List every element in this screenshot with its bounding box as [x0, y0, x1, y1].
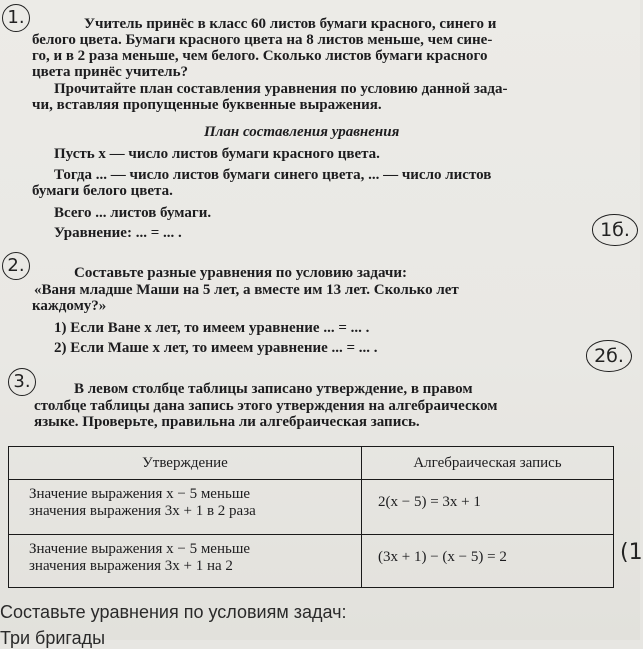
statement-line: значения выражения 3x + 1 в 2 раза	[29, 503, 256, 519]
task-3-text-line: В левом столбце таблицы записано утверждение, в правом	[74, 381, 473, 397]
statement-line: Значение выражения x − 5 меньше	[29, 486, 251, 502]
handwritten-margin-mark: (1	[620, 540, 643, 565]
task-2-text-line: 2) Если Маше x лет, то имеем уравнение ... = ... .	[54, 340, 378, 356]
statement-line: значения выражения 3x + 1 на 2	[29, 558, 233, 574]
statement-table	[8, 446, 614, 588]
task-2-text-line: Составьте разные уравнения по условию задачи:	[74, 265, 408, 281]
task-2-number: 2.	[7, 255, 25, 276]
task-2-text-line: 1) Если Ване x лет, то имеем уравнение ... = ... .	[54, 320, 370, 336]
table-row	[9, 535, 614, 588]
task-3-number-circle	[8, 368, 36, 396]
table-row	[9, 480, 614, 535]
task-1-text-line: Учитель принёс в класс 60 листов бумаги красного, синего и	[84, 16, 497, 32]
plan-title: План составления уравнения	[204, 124, 400, 140]
plan-line: Пусть x — число листов бумаги красного цвета.	[54, 146, 380, 162]
task-1-text-line: Прочитайте план составления уравнения по условию данной зада-	[54, 81, 508, 97]
task-1-number-circle	[2, 4, 30, 32]
task-2-text-line: каждому?»	[32, 298, 107, 314]
task-1-text-line: цвета принёс учитель?	[32, 64, 189, 80]
task-1-number: 1.	[7, 7, 25, 28]
plan-line: Тогда ... — число листов бумаги синего цвета, ... — число листов	[54, 167, 492, 183]
handwritten-score-2: 2б.	[586, 340, 632, 372]
statement-line: Значение выражения x − 5 меньше	[29, 541, 251, 557]
table-header-row	[9, 447, 614, 480]
algebra-cell: (3x + 1) − (x − 5) = 2	[362, 535, 614, 588]
column-header-statement: Утверждение	[9, 447, 362, 480]
statement-cell	[9, 535, 362, 588]
next-section-heading: Составьте уравнения по условиям задач:	[0, 602, 347, 622]
plan-line: Всего ... листов бумаги.	[54, 205, 212, 221]
task-3-number: 3.	[13, 371, 31, 392]
column-header-algebra: Алгебраическая запись	[362, 447, 614, 480]
task-2-text-line: «Ваня младше Маши на 5 лет, а вместе им 13 лет. Сколько лет	[34, 282, 459, 298]
plan-line: бумаги белого цвета.	[32, 183, 173, 199]
algebra-cell: 2(x − 5) = 3x + 1	[362, 480, 614, 535]
task-2-number-circle	[2, 252, 30, 280]
task-3-text-line: столбце таблицы дана запись этого утверждения на алгебраическом	[34, 398, 498, 414]
task-1-text-line: го, и в 2 раза меньше, чем белого. Сколько листов бумаги красного	[32, 48, 488, 64]
handwritten-score-1: 1б.	[592, 214, 638, 246]
next-section-text: Три бригады	[0, 628, 106, 648]
plan-line: Уравнение: ... = ... .	[54, 225, 182, 241]
task-1-text-line: чи, вставляя пропущенные буквенные выражения.	[32, 97, 382, 113]
statement-cell	[9, 480, 362, 535]
task-3-text-line: языке. Проверьте, правильна ли алгебраическая запись.	[34, 414, 420, 430]
task-1-text-line: белого цвета. Бумаги красного цвета на 8 листов меньше, чем сине-	[32, 32, 493, 48]
